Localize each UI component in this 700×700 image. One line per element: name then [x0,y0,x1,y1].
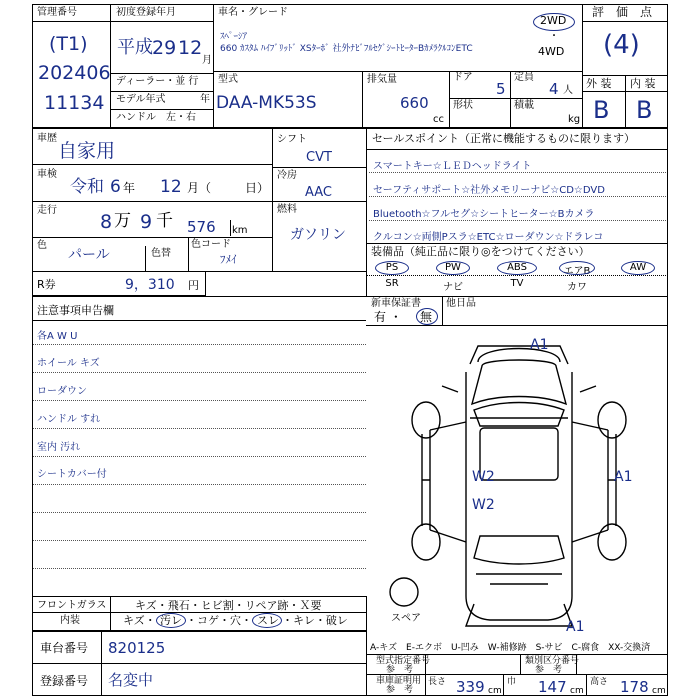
drive-dot: ・ [549,31,559,42]
naga-unit: cm [488,686,502,696]
name-line2: 660 ｶｽﾀﾑ ﾊｲﾌﾞﾘｯﾄﾞ XSﾀｰﾎﾞ 社外ﾅﾋﾞﾌﾙｾｸﾞｼｰﾄﾋｰﾀｰBｶﾒﾗｸﾙｺﾝETC [220,44,473,54]
pickup-label: 他日品 [446,298,476,309]
naiso-scratch-circle [252,613,282,628]
shodo-label: 初度登録年月 [116,7,176,18]
ruibetsu-label: 類別区分番号 [525,656,580,666]
shodo-era: 平成 [117,37,153,58]
chassis-label: 車台番号 [40,641,89,655]
kanri-no1: 202406 [38,62,111,84]
taka-unit: cm [652,686,666,696]
haiki-value: 660 [400,94,429,112]
kanri-label: 管理番号 [37,7,77,18]
equip-airbag-circle [559,261,595,275]
shareki-label: 車歴 [37,133,57,144]
iro-code-value: ﾌﾒｲ [220,253,237,266]
damage-mark-w2-left: W2 [472,469,495,485]
shaken-year: 6 [110,177,121,197]
soko-sen-unit: 千 [156,211,173,231]
shaken-month-unit: 月（ [187,181,212,195]
soko-rest: 576 [187,218,216,236]
chassis-value: 820125 [108,639,166,657]
naiso-item: ・コゲ・穴・ [186,614,252,627]
shift-label: シフト [277,134,307,145]
kanri-no2: 11134 [44,92,105,114]
shomei-sanko: 参 考 [386,685,414,695]
rken-box [32,271,206,296]
naiso-label: 内 装 [630,77,656,90]
damage-mark-a1-rear: A1 [566,619,585,635]
shodo-month-unit: 月 [202,55,212,66]
reitou-value: AAC [305,185,332,200]
naiso-item: キズ・ [123,614,156,627]
shift-value: CVT [306,150,332,165]
equip-leather: カワ [567,282,587,293]
note-item: 各A W U [37,331,78,342]
note-item: ホイール キズ [37,358,100,369]
equip-aw-circle [621,261,655,275]
rken-value: 9，310 [125,277,175,293]
shodo-year: 29 [152,37,177,59]
door-label: ドア [453,72,473,83]
shaken-day-unit: 日） [245,181,270,195]
haiki-unit: cc [433,114,444,125]
iro-gae-label: 色替 [151,248,171,259]
handle-label: ハンドル 左・右 [116,112,196,123]
shomei-label: 車庫証明用 [376,676,422,686]
katashiki-shitei-label: 型式指定番号 [376,656,431,666]
note-item: 室内 汚れ [37,442,81,453]
taka-value: 178 [620,678,649,696]
sekisai-unit: kg [568,114,581,125]
equipment-title: 装備品（純正品に限り◎をつけてください） [371,245,590,258]
haiki-label: 排気量 [367,74,397,85]
naiso-item: ・キレ・破レ [282,614,348,627]
naiso-dirty-circle [156,613,186,628]
katashiki-shitei-sanko: 参 考 [386,665,414,675]
nenryo-value: ガソリン [290,227,346,243]
reg-value: 名変中 [108,671,154,689]
equip-pw-circle [436,261,470,275]
damage-mark-a1-front: A1 [530,337,549,353]
soko-man: 8 [100,211,113,233]
sekisai-label: 積載 [514,100,534,111]
damage-mark-w2-center: W2 [472,497,495,513]
haba-value: 147 [538,678,567,696]
drive-2wd: 2WD [540,14,567,27]
warranty-circle [416,308,438,325]
front-glass-value: キズ・飛石・ヒビ割・リペア跡・Ｘ要 [135,599,322,612]
equip-ps-circle [375,261,409,275]
equip-aw: AW [629,262,647,273]
naga-value: 339 [456,678,485,696]
teiin-unit: 人 [563,85,573,96]
shaken-era: 令和 [70,177,104,197]
naiso-item-circled: スレ [257,614,279,627]
reg-label: 登録番号 [40,674,89,688]
katashiki-label: 型式 [218,74,238,85]
soko-sen: 9 [140,211,153,233]
equip-tv: TV [510,278,524,289]
equip-sr: SR [385,278,399,289]
warranty-label: 新車保証書 [371,298,421,309]
shaken-month: 12 [160,177,182,197]
equip-abs: ABS [507,262,527,273]
iro-value: パール [68,247,110,263]
naiso-value: B [636,96,653,124]
front-glass-label: フロントガラス [37,600,107,611]
shareki-value: 自家用 [58,140,116,162]
soko-label: 走行 [37,205,57,216]
note-item: ハンドル すれ [37,414,101,425]
warranty-value: 有 ・ [374,310,402,324]
eval-label: 評 価 点 [592,5,653,19]
damage-legend: A-キズ E-エクボ U-凹み W-補修跡 S-サビ C-腐食 XX-交換済 [370,643,651,653]
sales-item: スマートキー☆ＬＥＤヘッドライト [373,161,532,172]
reitou-label: 冷房 [277,170,297,181]
name-label: 車名・グレード [218,7,288,18]
warranty-value-circled: 無 [420,310,433,324]
name-line1: ｽﾍﾟｰｼｱ [220,32,248,42]
dealer-label: ディーラー・並 行 [116,76,199,87]
teiin-label: 定員 [514,72,534,83]
taka-label: 高さ [590,677,609,687]
rken-unit: 円 [188,279,199,292]
door-value: 5 [496,80,506,98]
ruibetsu-sanko: 参 考 [535,665,563,675]
rken-label: R券 [37,278,56,291]
shaken-label: 車検 [37,169,57,180]
shodo-month: 12 [178,37,203,59]
sales-item: Bluetooth☆フルセグ☆シートヒーター☆Bカメラ [373,209,595,220]
drive-4wd: 4WD [538,45,565,58]
haba-label: 巾 [507,677,517,687]
naga-label: 長さ [428,677,447,687]
katashiki-value: DAA-MK53S [216,93,317,113]
gaiso-value: B [593,96,610,124]
sales-item: クルコン☆両側Pスラ☆ETC☆ローダウン☆ドラレコ [373,232,604,243]
gaiso-label: 外 装 [586,77,612,90]
nenryo-label: 燃料 [277,204,297,215]
soko-man-unit: 万 [114,211,131,231]
equip-ps: PS [385,262,399,273]
equip-navi: ナビ [443,282,463,293]
note-item: ローダウン [37,386,87,397]
spare-label: スペア [391,613,421,624]
eval-value: (4) [603,30,640,60]
naiso-row-label: 内装 [60,615,80,626]
note-item: シートカバー付 [37,469,107,480]
notes-title: 注意事項申告欄 [37,304,114,317]
naiso-item-circled: 汚レ [160,614,182,627]
keijo-label: 形状 [453,100,473,111]
model-year-label: モデル年式 [116,94,166,105]
soko-unit: km [232,225,248,236]
equip-pw: PW [445,262,461,273]
sales-title: セールスポイント（正常に機能するものに限ります） [372,132,636,145]
teiin-value: 4 [549,80,559,98]
equip-abs-circle [497,261,537,275]
kanri-t: (T1) [49,33,88,55]
shaken-year-unit: 年 [123,181,136,195]
sales-item: セーフティサポート☆社外メモリーナビ☆CD☆DVD [373,185,605,196]
equip-airbag: エアB [563,266,591,277]
iro-label: 色 [37,240,47,251]
damage-mark-a1-right: A1 [614,469,633,485]
model-year-unit: 年 [200,94,210,105]
haba-unit: cm [570,686,584,696]
iro-code-label: 色コード [191,239,231,250]
